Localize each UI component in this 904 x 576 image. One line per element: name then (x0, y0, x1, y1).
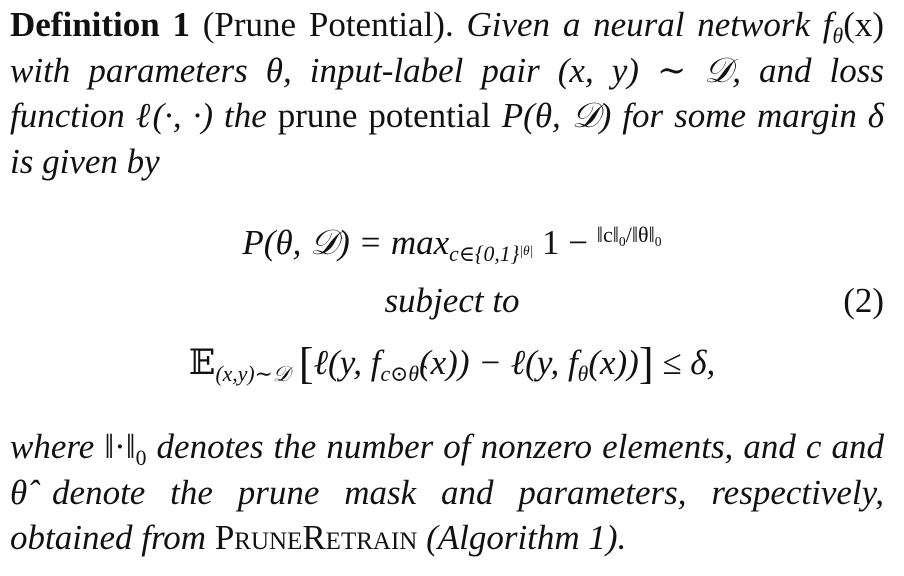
definition-text-d: , and loss function (10, 50, 885, 135)
where-paragraph (10, 424, 884, 561)
network-symbol: $f_\theta(x)$ (822, 5, 884, 48)
definition-text-g: for some margin (622, 96, 857, 135)
definition-text-e: the (223, 96, 267, 135)
norm-ratio: ‖c‖0/‖θ‖0 (596, 222, 662, 250)
definition-text-a: Given a neural network (466, 5, 811, 44)
algorithm-name: PruneRetrain (214, 518, 418, 557)
right-bracket: ] (638, 339, 654, 388)
loss-symbol: ℓ(·, ·) (135, 96, 213, 135)
expectation-subscript: (x,y)∼𝒟 (215, 361, 291, 386)
definition-text-h: is given by (10, 141, 160, 181)
pair-symbol: (x, y) ∼ 𝒟 (557, 50, 733, 90)
where-text-a: where (10, 427, 95, 466)
prune-potential-term: prune potential (277, 96, 491, 135)
delta-symbol: δ (867, 96, 885, 135)
subject-to: subject to (384, 281, 520, 320)
where-text-d: (Algorithm 1). (426, 518, 627, 557)
where-text-b: denotes the number of nonzero elements, and c and (156, 427, 885, 466)
equation-number: (2) (843, 281, 884, 320)
max-subscript: c∈{0,1}|θ| (449, 241, 534, 266)
definition-name: (Prune Potential). (202, 5, 454, 44)
definition-label: Definition 1 (10, 5, 190, 44)
definition-paragraph (10, 2, 884, 184)
definition-text-b: with parameters (10, 50, 248, 90)
equation-line-3 (0, 338, 904, 389)
thetahat-symbol: θ̂ (10, 472, 28, 512)
norm-symbol: $‖\cdot‖_0$ (104, 427, 147, 470)
equation-rhs: 1 − (542, 223, 597, 262)
potential-symbol: P(θ, 𝒟) (501, 96, 612, 135)
constraint-bound: ≤ δ, (662, 343, 716, 382)
equation-line-1 (0, 222, 904, 266)
equation-line-2 (0, 281, 904, 321)
theta-symbol: θ (265, 50, 283, 90)
equation-lhs: P(θ, 𝒟) = max (242, 223, 450, 262)
definition-text-c: , input-label pair (283, 50, 540, 90)
constraint-expression: ℓ(y, $f_{c⊙\thetâ}(x)$) − ℓ(y, $f_\theta(x)$) (313, 343, 639, 386)
left-bracket: [ (298, 339, 314, 388)
where-text-c: denote the prune mask and parameters, respectively, obtained from (10, 472, 885, 557)
expectation-symbol: 𝔼 (188, 343, 216, 382)
